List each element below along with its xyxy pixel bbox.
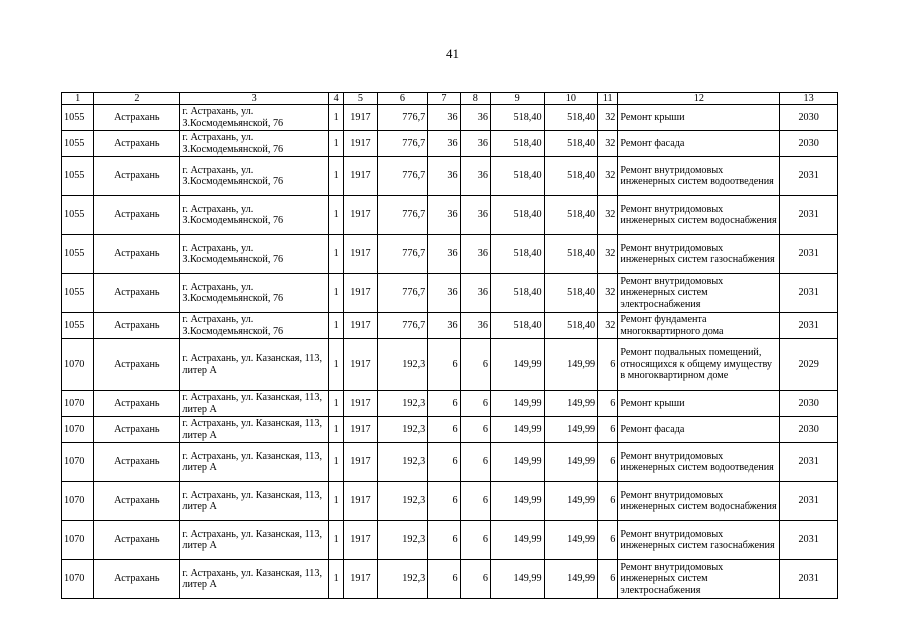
cell-year: 1917: [344, 313, 377, 339]
cell-col9: 149,99: [490, 391, 544, 417]
column-header: 6: [377, 93, 428, 105]
cell-address: г. Астрахань, ул. З.Космодемьянской, 76: [180, 235, 329, 274]
column-header: 13: [780, 93, 838, 105]
cell-col4: 1: [329, 391, 344, 417]
cell-municipality: Астрахань: [94, 443, 180, 482]
table-row: [62, 482, 838, 521]
cell-col8: 6: [460, 521, 490, 560]
cell-col7: 36: [428, 274, 460, 313]
page-number: 41: [446, 46, 459, 61]
column-header: 12: [618, 93, 780, 105]
cell-planned-year: 2030: [780, 105, 838, 131]
cell-col11: 6: [598, 443, 618, 482]
cell-col10: 149,99: [544, 417, 598, 443]
cell-municipality: Астрахань: [94, 391, 180, 417]
table-row: [62, 391, 838, 417]
cell-address: г. Астрахань, ул. Казанская, 113, литер А: [180, 391, 329, 417]
cell-area: 776,7: [377, 313, 428, 339]
cell-col11: 6: [598, 417, 618, 443]
cell-year: 1917: [344, 482, 377, 521]
column-header: 8: [460, 93, 490, 105]
cell-planned-year: 2031: [780, 196, 838, 235]
cell-municipality: Астрахань: [94, 521, 180, 560]
cell-repair-type: Ремонт внутридомовых инженерных систем газоснабжения: [618, 235, 780, 274]
cell-col4: 1: [329, 339, 344, 391]
cell-col9: 518,40: [490, 105, 544, 131]
cell-id: 1070: [62, 339, 94, 391]
cell-address: г. Астрахань, ул. Казанская, 113, литер А: [180, 521, 329, 560]
table-row: [62, 274, 838, 313]
cell-col10: 518,40: [544, 313, 598, 339]
cell-repair-type: Ремонт фасада: [618, 131, 780, 157]
cell-col11: 32: [598, 105, 618, 131]
cell-col8: 36: [460, 196, 490, 235]
cell-col9: 518,40: [490, 157, 544, 196]
table-row: [62, 105, 838, 131]
cell-planned-year: 2029: [780, 339, 838, 391]
cell-col7: 6: [428, 417, 460, 443]
cell-col11: 6: [598, 482, 618, 521]
cell-address: г. Астрахань, ул. З.Космодемьянской, 76: [180, 196, 329, 235]
cell-area: 776,7: [377, 131, 428, 157]
cell-col4: 1: [329, 560, 344, 599]
cell-area: 192,3: [377, 417, 428, 443]
cell-col7: 36: [428, 157, 460, 196]
cell-year: 1917: [344, 196, 377, 235]
cell-col11: 32: [598, 313, 618, 339]
cell-planned-year: 2031: [780, 157, 838, 196]
table-row: [62, 131, 838, 157]
cell-col7: 6: [428, 560, 460, 599]
cell-col10: 149,99: [544, 391, 598, 417]
cell-col10: 518,40: [544, 131, 598, 157]
cell-col4: 1: [329, 196, 344, 235]
cell-planned-year: 2031: [780, 521, 838, 560]
cell-col4: 1: [329, 443, 344, 482]
cell-municipality: Астрахань: [94, 417, 180, 443]
cell-year: 1917: [344, 274, 377, 313]
column-header: 11: [598, 93, 618, 105]
cell-area: 192,3: [377, 521, 428, 560]
cell-col7: 6: [428, 391, 460, 417]
cell-col7: 6: [428, 339, 460, 391]
cell-col8: 36: [460, 313, 490, 339]
cell-municipality: Астрахань: [94, 196, 180, 235]
cell-col11: 32: [598, 131, 618, 157]
cell-address: г. Астрахань, ул. З.Космодемьянской, 76: [180, 157, 329, 196]
table-row: [62, 417, 838, 443]
cell-col4: 1: [329, 274, 344, 313]
cell-col8: 6: [460, 339, 490, 391]
cell-area: 192,3: [377, 443, 428, 482]
cell-year: 1917: [344, 339, 377, 391]
cell-col4: 1: [329, 235, 344, 274]
cell-col4: 1: [329, 157, 344, 196]
cell-repair-type: Ремонт крыши: [618, 105, 780, 131]
cell-col8: 6: [460, 417, 490, 443]
cell-municipality: Астрахань: [94, 339, 180, 391]
cell-repair-type: Ремонт внутридомовых инженерных систем водоотведения: [618, 443, 780, 482]
column-header: 1: [62, 93, 94, 105]
cell-planned-year: 2031: [780, 274, 838, 313]
cell-area: 776,7: [377, 235, 428, 274]
cell-col8: 36: [460, 235, 490, 274]
cell-year: 1917: [344, 443, 377, 482]
cell-col10: 149,99: [544, 443, 598, 482]
cell-planned-year: 2031: [780, 443, 838, 482]
cell-col4: 1: [329, 521, 344, 560]
table-row: [62, 339, 838, 391]
cell-municipality: Астрахань: [94, 131, 180, 157]
cell-address: г. Астрахань, ул. Казанская, 113, литер А: [180, 339, 329, 391]
cell-area: 192,3: [377, 560, 428, 599]
cell-col11: 32: [598, 274, 618, 313]
cell-repair-type: Ремонт внутридомовых инженерных систем газоснабжения: [618, 521, 780, 560]
cell-repair-type: Ремонт внутридомовых инженерных систем водоотведения: [618, 157, 780, 196]
cell-repair-type: Ремонт внутридомовых инженерных систем водоснабжения: [618, 196, 780, 235]
column-header: 7: [428, 93, 460, 105]
cell-year: 1917: [344, 131, 377, 157]
cell-col10: 518,40: [544, 235, 598, 274]
cell-col4: 1: [329, 482, 344, 521]
cell-col10: 149,99: [544, 339, 598, 391]
cell-planned-year: 2030: [780, 391, 838, 417]
cell-col9: 149,99: [490, 560, 544, 599]
cell-col4: 1: [329, 105, 344, 131]
cell-col4: 1: [329, 417, 344, 443]
cell-col9: 149,99: [490, 521, 544, 560]
cell-col7: 6: [428, 482, 460, 521]
cell-planned-year: 2031: [780, 560, 838, 599]
cell-id: 1055: [62, 196, 94, 235]
table-row: [62, 235, 838, 274]
cell-planned-year: 2030: [780, 131, 838, 157]
cell-repair-type: Ремонт крыши: [618, 391, 780, 417]
cell-area: 192,3: [377, 482, 428, 521]
cell-col9: 149,99: [490, 339, 544, 391]
table-row: [62, 521, 838, 560]
table-row: [62, 560, 838, 599]
cell-address: г. Астрахань, ул. З.Космодемьянской, 76: [180, 313, 329, 339]
cell-municipality: Астрахань: [94, 235, 180, 274]
cell-area: 776,7: [377, 157, 428, 196]
cell-col10: 149,99: [544, 521, 598, 560]
cell-planned-year: 2031: [780, 482, 838, 521]
cell-col9: 518,40: [490, 235, 544, 274]
cell-col11: 32: [598, 196, 618, 235]
cell-id: 1055: [62, 313, 94, 339]
cell-col9: 149,99: [490, 443, 544, 482]
cell-municipality: Астрахань: [94, 105, 180, 131]
cell-area: 192,3: [377, 391, 428, 417]
cell-col11: 32: [598, 235, 618, 274]
cell-col8: 36: [460, 131, 490, 157]
cell-col4: 1: [329, 313, 344, 339]
cell-col11: 6: [598, 560, 618, 599]
cell-repair-type: Ремонт внутридомовых инженерных систем водоснабжения: [618, 482, 780, 521]
cell-year: 1917: [344, 417, 377, 443]
cell-col10: 149,99: [544, 560, 598, 599]
cell-planned-year: 2031: [780, 235, 838, 274]
cell-year: 1917: [344, 391, 377, 417]
cell-col10: 518,40: [544, 105, 598, 131]
cell-col11: 32: [598, 157, 618, 196]
cell-repair-type: Ремонт подвальных помещений, относящихся к общему имуществу в многоквартирном доме: [618, 339, 780, 391]
cell-col10: 518,40: [544, 196, 598, 235]
cell-col8: 6: [460, 482, 490, 521]
cell-col7: 36: [428, 196, 460, 235]
cell-year: 1917: [344, 157, 377, 196]
cell-id: 1055: [62, 235, 94, 274]
cell-col7: 36: [428, 235, 460, 274]
cell-municipality: Астрахань: [94, 274, 180, 313]
cell-col11: 6: [598, 339, 618, 391]
column-header: 3: [180, 93, 329, 105]
cell-address: г. Астрахань, ул. Казанская, 113, литер А: [180, 482, 329, 521]
column-header: 2: [94, 93, 180, 105]
table-row: [62, 313, 838, 339]
cell-col7: 36: [428, 131, 460, 157]
cell-address: г. Астрахань, ул. З.Космодемьянской, 76: [180, 105, 329, 131]
cell-area: 776,7: [377, 274, 428, 313]
cell-year: 1917: [344, 521, 377, 560]
column-header: 5: [344, 93, 377, 105]
cell-planned-year: 2031: [780, 313, 838, 339]
cell-col8: 6: [460, 443, 490, 482]
cell-address: г. Астрахань, ул. Казанская, 113, литер А: [180, 443, 329, 482]
cell-repair-type: Ремонт внутридомовых инженерных систем электроснабжения: [618, 274, 780, 313]
cell-col7: 36: [428, 313, 460, 339]
cell-col9: 518,40: [490, 131, 544, 157]
cell-municipality: Астрахань: [94, 157, 180, 196]
column-header: 4: [329, 93, 344, 105]
cell-col11: 6: [598, 521, 618, 560]
cell-id: 1070: [62, 521, 94, 560]
cell-municipality: Астрахань: [94, 560, 180, 599]
capital-repair-table: [61, 92, 838, 599]
cell-id: 1055: [62, 157, 94, 196]
header-row: [62, 93, 838, 105]
cell-id: 1070: [62, 417, 94, 443]
cell-col7: 6: [428, 521, 460, 560]
cell-col11: 6: [598, 391, 618, 417]
cell-area: 776,7: [377, 196, 428, 235]
cell-area: 192,3: [377, 339, 428, 391]
cell-col8: 36: [460, 274, 490, 313]
cell-area: 776,7: [377, 105, 428, 131]
cell-address: г. Астрахань, ул. Казанская, 113, литер А: [180, 560, 329, 599]
cell-address: г. Астрахань, ул. З.Космодемьянской, 76: [180, 131, 329, 157]
cell-col7: 6: [428, 443, 460, 482]
cell-id: 1070: [62, 560, 94, 599]
cell-id: 1070: [62, 391, 94, 417]
cell-id: 1055: [62, 105, 94, 131]
cell-year: 1917: [344, 235, 377, 274]
cell-repair-type: Ремонт внутридомовых инженерных систем электроснабжения: [618, 560, 780, 599]
cell-repair-type: Ремонт фундамента многоквартирного дома: [618, 313, 780, 339]
cell-col8: 36: [460, 157, 490, 196]
cell-col9: 518,40: [490, 274, 544, 313]
cell-col10: 149,99: [544, 482, 598, 521]
cell-id: 1070: [62, 482, 94, 521]
table-row: [62, 196, 838, 235]
cell-repair-type: Ремонт фасада: [618, 417, 780, 443]
cell-col8: 6: [460, 560, 490, 599]
cell-id: 1055: [62, 131, 94, 157]
cell-planned-year: 2030: [780, 417, 838, 443]
cell-id: 1055: [62, 274, 94, 313]
cell-address: г. Астрахань, ул. Казанская, 113, литер А: [180, 417, 329, 443]
cell-id: 1070: [62, 443, 94, 482]
column-header: 10: [544, 93, 598, 105]
cell-col9: 149,99: [490, 417, 544, 443]
cell-col8: 6: [460, 391, 490, 417]
cell-col10: 518,40: [544, 157, 598, 196]
cell-col7: 36: [428, 105, 460, 131]
cell-col9: 518,40: [490, 313, 544, 339]
cell-year: 1917: [344, 560, 377, 599]
cell-municipality: Астрахань: [94, 313, 180, 339]
cell-col10: 518,40: [544, 274, 598, 313]
column-header: 9: [490, 93, 544, 105]
cell-col8: 36: [460, 105, 490, 131]
cell-address: г. Астрахань, ул. З.Космодемьянской, 76: [180, 274, 329, 313]
cell-municipality: Астрахань: [94, 482, 180, 521]
cell-col9: 149,99: [490, 482, 544, 521]
cell-col4: 1: [329, 131, 344, 157]
cell-col9: 518,40: [490, 196, 544, 235]
table-row: [62, 443, 838, 482]
table-row: [62, 157, 838, 196]
cell-year: 1917: [344, 105, 377, 131]
